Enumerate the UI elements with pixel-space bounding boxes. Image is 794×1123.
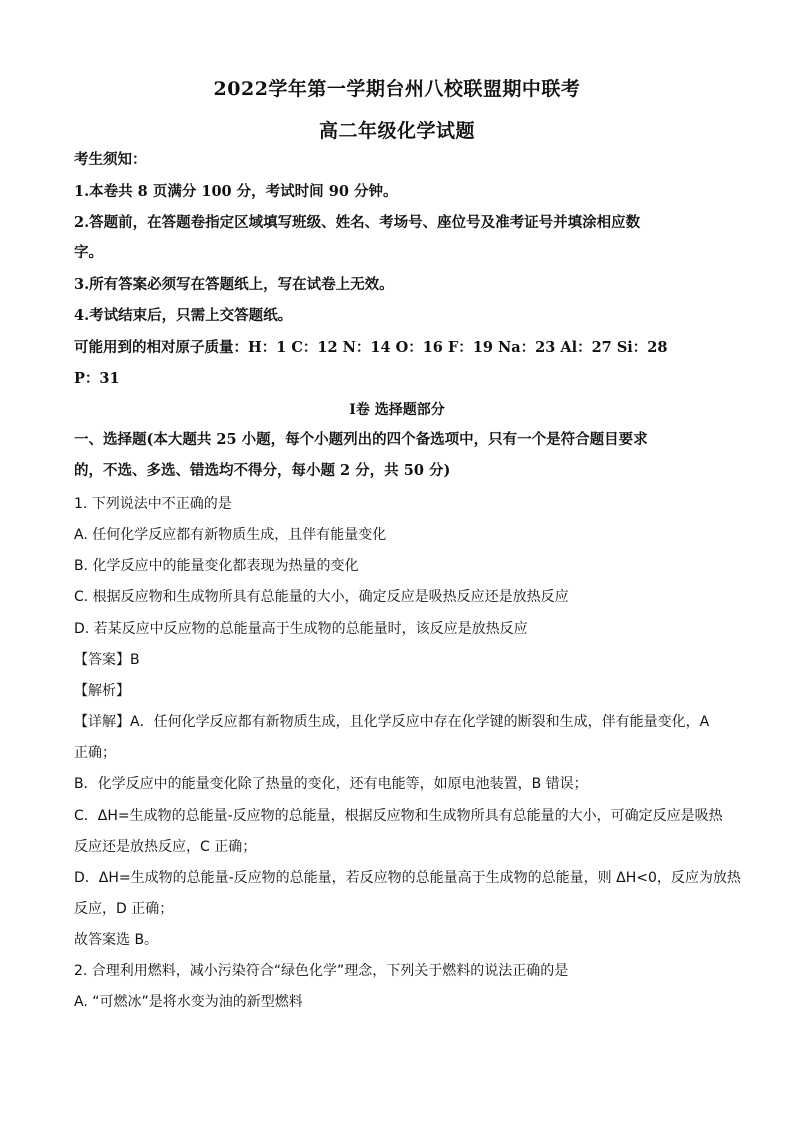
question-1-detail-7: 反应，D 正确； (74, 901, 174, 917)
notice-item-3: 3.所有答案必须写在答题纸上，写在试卷上无效。 (74, 276, 394, 293)
question-1-detail-3: B．化学反应中的能量变化除了热量的变化，还有电能等，如原电池装置，B 错误； (74, 776, 588, 792)
exam-subtitle: 高二年级化学试题 (318, 120, 475, 142)
question-1-analysis-heading: 【解析】 (74, 683, 130, 699)
notice-item-2: 2.答题前，在答题卷指定区域填写班级、姓名、考场号、座位号及准考证号并填涂相应数 (74, 214, 641, 231)
question-1-option-a: A. 任何化学反应都有新物质生成，且伴有能量变化 (74, 527, 387, 543)
question-1-detail-2: 正确； (74, 745, 116, 761)
question-1-detail-6: D．ΔH=生成物的总能量-反应物的总能量，若反应物的总能量高于生成物的总能量，则 ΔH<0，反应为放热 (74, 870, 741, 886)
notice-item-1: 1.本卷共 8 页满分 100 分，考试时间 90 分钟。 (74, 183, 398, 200)
question-1-stem: 1. 下列说法中不正确的是 (74, 496, 232, 512)
exam-title: 2022学年第一学期台州八校联盟期中联考 (213, 78, 581, 100)
section-instructions-2: 的，不选、多选、错选均不得分，每小题 2 分，共 50 分) (74, 462, 451, 479)
question-1-detail-4: C．ΔH=生成物的总能量-反应物的总能量，根据反应物和生成物所具有总能量的大小，可确定反应是吸热 (74, 808, 723, 824)
question-1-option-c: C. 根据反应物和生成物所具有总能量的大小，确定反应是吸热反应还是放热反应 (74, 589, 569, 605)
question-1-detail-5: 反应还是放热反应，C 正确； (74, 839, 257, 855)
atomic-mass-line-1: 可能用到的相对原子质量：H：1 C：12 N：14 O：16 F：19 Na：23 Al：27 Si：28 (74, 339, 668, 356)
question-1-detail-1: 【详解】A．任何化学反应都有新物质生成，且化学反应中存在化学键的断裂和生成，伴有能量变化，A (74, 714, 710, 730)
question-1-answer: 【答案】B (74, 652, 140, 668)
question-1-option-b: B. 化学反应中的能量变化都表现为热量的变化 (74, 558, 359, 574)
question-2-stem: 2. 合理利用燃料，减小污染符合“绿色化学”理念，下列关于燃料的说法正确的是 (74, 963, 569, 979)
section-title: Ⅰ卷 选择题部分 (349, 402, 445, 418)
notice-heading: 考生须知： (74, 151, 147, 168)
atomic-mass-line-2: P：31 (74, 370, 120, 387)
question-2-option-a: A. “可燃冰”是将水变为油的新型燃料 (74, 994, 303, 1010)
notice-item-2-cont: 字。 (74, 244, 103, 261)
section-instructions-1: 一、选择题(本大题共 25 小题，每个小题列出的四个备选项中，只有一个是符合题目要求 (74, 431, 648, 448)
notice-item-4: 4.考试结束后，只需上交答题纸。 (74, 307, 293, 324)
question-1-option-d: D. 若某反应中反应物的总能量高于生成物的总能量时，该反应是放热反应 (74, 621, 528, 637)
question-1-conclusion: 故答案选 B。 (74, 932, 159, 948)
